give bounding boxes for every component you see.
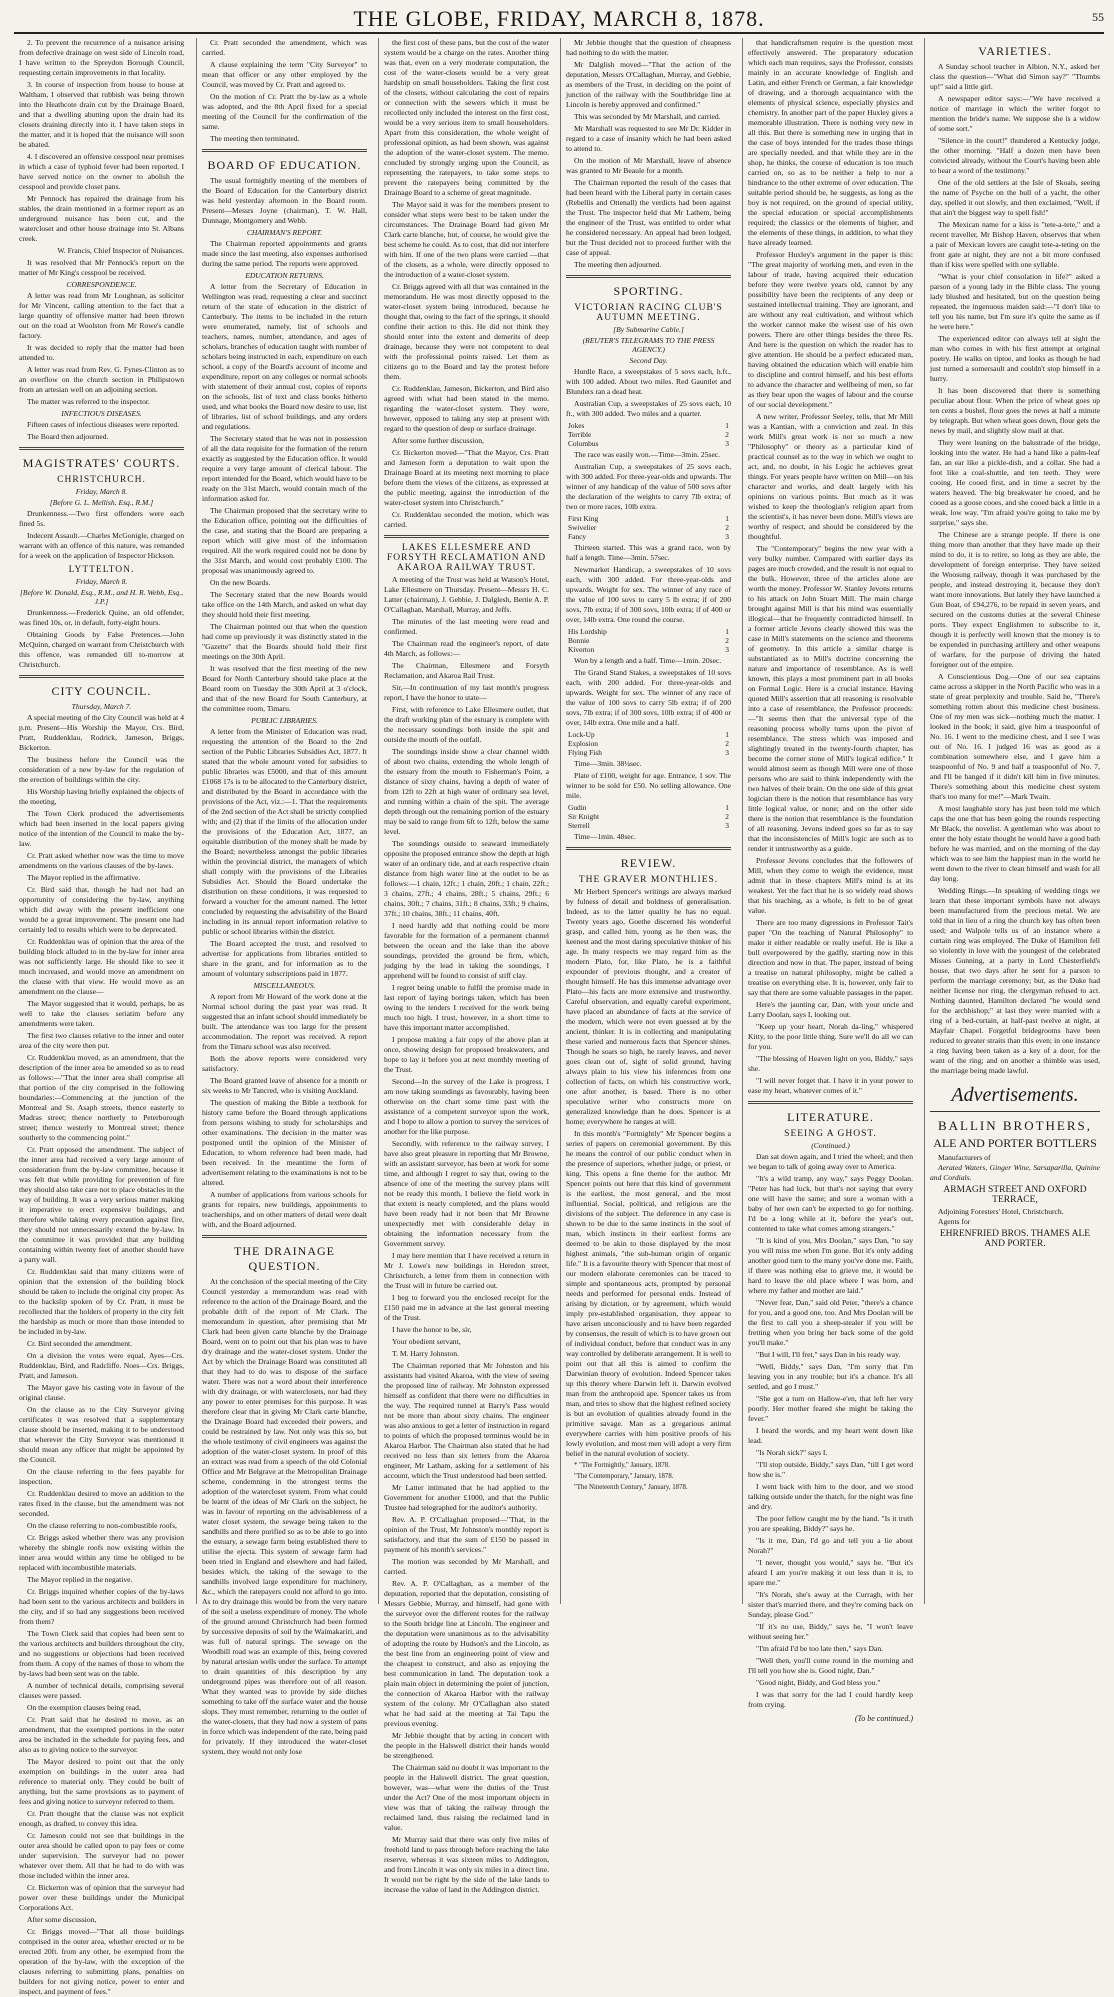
infectious-paragraph: Fifteen cases of infectious diseases were reported.: [27, 420, 180, 429]
paragraph: A letter was read from Rev. G. Fynes-Clinton as to an overflow on the church section in Philipstown from an artesian well on an adjoining section.: [19, 365, 184, 394]
paragraph: The Secretary stated that the new Boards would take office on the 14th March, and asked on what day they should hold their first meeting.: [202, 590, 367, 619]
review-subheading: THE GRAVER MONTHLIES.: [578, 875, 719, 885]
paragraph: T. M. Harry Johnston.: [392, 1349, 459, 1358]
sporting-heading: SPORTING.: [613, 284, 684, 298]
placing: 1: [725, 514, 729, 523]
paragraph: On the new Boards.: [210, 578, 271, 587]
paragraph: The poor fellow caught me by the hand. "Is it truth you are speaking, Biddy?" says he.: [748, 1514, 913, 1533]
column-3: [378, 38, 554, 1894]
advert-agents: Agents for: [938, 1217, 971, 1226]
section-divider: [748, 1101, 913, 1104]
paragraph: The minutes of the last meeting were read and confirmed.: [384, 617, 549, 636]
paragraph: Indecent Assault.—Charles McGonigle, charged on warrant with an offence of this nature, was remanded for a week on the application of Inspector Hickson.: [19, 531, 184, 560]
placing: 2: [725, 430, 729, 439]
advert-address: ARMAGH STREET AND OXFORD TERRACE,: [943, 1185, 1087, 1205]
paragraph: Cr. Jameson could not see that buildings in the outer area should be called upon to pay fees or come under supervision. The surveyor had no power whatever over them. All that he had to do with was those included within the inner area.: [19, 1831, 184, 1880]
paragraph: The Chairman reported appointments and grants made since the last meeting, also expenses authorised during the same period. The reports were approved.: [202, 239, 367, 268]
magistrates-heading: MAGISTRATES' COURTS.: [22, 456, 181, 470]
review-paragraphs: [566, 887, 731, 1459]
placing: 2: [725, 636, 729, 645]
paragraph: I have the honor to be, sir,: [392, 1325, 472, 1334]
review-heading: REVIEW.: [620, 856, 677, 870]
result-row: [566, 730, 731, 739]
placing: 1: [725, 730, 729, 739]
paragraph: First, with reference to Lake Ellesmere outlet, that the draft working plan of the estuary is complete with the necessary soundings both inside the spit and outside the mouth of the outfall.: [384, 705, 549, 744]
result-row: [566, 627, 731, 636]
paragraph: The Chairman reported the result of the cases that had been heard with the Liberal party in certain cases (Rebellis and Ottenall) the verdicts had been against the Trust. The inspector held that Mr Lathem, being the engineer of the Trust, was entitled to order what he considered necessary. An appeal had been lodged, but the Trust decided not to proceed further with the case of appeal.: [566, 178, 731, 257]
paragraph: that handicraftsmen require is the question most effectively answered. The preparatory education which each man requires, says the Professor, consists mainly in an accurate knowledge of English and Latin, and either French or German, a fair knowledge of drawing, and a thorough acquaintance with the elements of physical science, especially physics and chemistry. In another part of the paper Huxley gives a memorable illustration. There is nothing very new in all this. But there is something new in urging that in the case of boys intended for the trades those things are specially needed, and that while they are in the shop, he thinks, the course of education is too much carried on, so as to be neither a help to nor a hindrance to the other extreme of over education. The suitable period should be, he suggests, as long as the boy is not required, on the ground of special utility, the special education or special accomplishments required; the classics or the elements of higher, and the elements of these things, in addition, to what they have already learned.: [748, 38, 913, 247]
placing: 1: [725, 421, 729, 430]
paragraph: The "Contemporary" begins the new year with a very bulky number. Compared with earlier days its pages are much crowded, and the result is not equal to the bulk. However, three of the articles alone are worth the money. Professor W. Stanley Jevons returns to his attack on John Stuart Mill. The main charge brought against Mill is that his mind was essentially illogical—that he frequently contradicted himself. In a former article Jevons clearly showed this was the case in Mill's statements on the science and theorems of geometry. In this article a similar charge is substantiated as to Mill's doctrine concerning the nature and importance of resemblance. As is well known, this plays a most prominent part in all books on Formal Logic. Here is a crucial instance. Having quoted Mill's assertion that all reasoning is resolvable into a case of resemblance, the Professor proceeds:—"It seems then that the universal type of the reasoning process wholly turns upon the pivot of resemblance. The stress which was imposed and slightingly treated in the twenty-fourth chapter, has become the corner stone of Mill's logical edifice." It would almost seem as though Mill were one of those persons who are said to think independently with the two halves of their brain. On the one side of this great logician there is the notion that resemblance has very little logical value, or none; and on the other side there is the notion that resemblance is the foundation of all reasoning. Jevons indeed goes so far as to say that the inconsistencies of Mill's logic are such as to render it untrustworthy as a guide.: [748, 544, 913, 853]
paragraph: One of the old settlers at the Isle of Skoals, seeing the name of Psyche on the hull of a yacht, the other day, spelled it out slowly, and then exclaimed, "Well, if that ain't the biggest way to spell fish!": [930, 178, 1100, 217]
result-row: [566, 439, 731, 448]
paragraph: It was decided to reply that the matter had been attended to.: [19, 343, 184, 362]
advert-line-1: ALE AND PORTER BOTTLERS: [933, 1136, 1097, 1150]
paragraph: The Chairman reported that Mr Johnston and his assistants had visited Akaroa, with the view of seeing the proposed line of railway. Mr Johnston expressed himself as confident that there were no difficulties in the way. The required tunnel at Barry's Pass would not be more than about sixty chains. The engineer was also anxious to get a letter of instruction in regard to points of which the proposed terminus would be in Akaroa Harbor. The Chairman also stated that he had received no less than six letters from the Akaroa engineer, Mr Latham, asking for a settlement of his account, which the Trust understood had been settled.: [384, 1361, 549, 1480]
paragraph: Cr. Briggs inquired whether copies of the by-laws had been sent to the various architects and builders in the city, and if so had any suggestions been received from them?: [19, 1587, 184, 1626]
paragraph: Mr Marshall was requested to see Mr Dr. Kidder in regard to a case of insanity which he had been asked to attend to.: [566, 124, 731, 153]
paragraph: "But I will, I'll fret," says Dan in his ready way.: [756, 1350, 901, 1359]
paragraph: "The blessing of Heaven light on you, Biddy," says she.: [748, 1054, 913, 1073]
paragraph: "It's Norah, she's away at the Curragh, with her sister that's married there, and they're coming back on Sunday, please God.": [748, 1590, 913, 1619]
paragraph: Cr. Ruddenklau desired to move an addition to the rates fixed in the clause, but the amendment was not seconded.: [19, 1489, 184, 1518]
paragraph: The Secretary stated that he was not in possession of all the data requisite for the formation of the return exactly as suggested by the Education office. It would require a very large amount of clerical labour. The report intended for the Board, which would have to be ready on the 31st March, would contain much of the information asked for.: [202, 434, 367, 503]
paragraph: Cr. Pratt said that he desired to move, as an amendment, that the exempted portions in the outer area be included in the schedule for paying fees, and also as to giving notice to the surveyor.: [19, 1715, 184, 1754]
section-divider: [566, 847, 731, 850]
horse-name: Terrible: [568, 430, 592, 439]
paragraph: Cr. Briggs agreed with all that was contained in the memorandum. He was most directly opposed to the water-closet system being introduced, because he thought that, owing to the fact of the springs, it should confine their action to this. He did not think they should enter into the extent and demerits of deep drainage, because they were not competent to deal with the professional points raised. Let them as citizens go to the Board and lay the protest before them.: [384, 282, 549, 381]
correspondence-paragraphs: [19, 291, 184, 407]
misc-paragraphs: [202, 992, 367, 1230]
results-table: [566, 421, 731, 448]
horse-name: Gudin: [568, 803, 587, 812]
paragraph: This was seconded by Mr Marshall, and carried.: [574, 112, 721, 121]
paragraph: the first cost of these pans, but the cost of the water system would be a charge on the rates. Another thing was that, even on a very moderate computation, the cost of the water-closets would be a very great hardship on small householders. Taking the first cost of the closets, without calculating the cost of repairs or connection with the sewers which it must be recollected only included the interest on the first cost, would be a very serious item to small householders. Apart from this consideration, the whole weight of professional opinion, as had been shown, was against the adoption of the water-closet system. The memo. concluded by strongly urging upon the Council, as representing the ratepayers, to take some steps to prevent the ratepayers being committed by the Drainage Board to a scheme of great magnitude.: [384, 38, 549, 197]
paragraph: After some discussion,: [27, 1915, 97, 1924]
placing: 1: [725, 627, 729, 636]
literature-heading: LITERATURE.: [787, 1110, 874, 1124]
paragraph: "Is Norah sick?" says I.: [756, 1448, 828, 1457]
paragraph: A number of technical details, comprising several clauses were passed.: [19, 1681, 184, 1700]
paragraph: The meeting then terminated.: [210, 134, 300, 143]
columns: [14, 38, 1104, 1996]
section-divider: [19, 675, 184, 678]
paragraph: Cr. Pratt opposed the amendment. The subject of the inner area had received a very large amount of consideration from the by-law committee, because it was felt that while providing for prevention of fire they should also take care not to place obstacles in the way of building. It was a very serious matter making it imperative to erect expensive buildings, and therefore while taking every precaution against fire, they should not unnecessarily extend the by-law. In the committee it was provided that any building containing within twenty feet of another should have a party wall.: [19, 1145, 184, 1264]
paragraph: The Mayor replied in the affirmative.: [27, 873, 141, 882]
paragraph: His Worship having briefly explained the objects of the meeting,: [19, 787, 184, 806]
paragraph: "Well, Biddy," says Dan, "I'm sorry that I'm leaving you in any trouble; but it's a chance. It's all settled, and go I must.": [748, 1362, 913, 1391]
paragraph: "If it's no use, Biddy," says he, "I won't leave without seeing her.": [748, 1622, 913, 1641]
intro-paragraphs: [19, 38, 184, 244]
horse-name: Bonnie: [568, 636, 590, 645]
section-divider: [384, 535, 549, 538]
paragraph: A report from Mr Howard of the work done at the Normal school during the past year was read. It suggested that an infant school should immediately be built. The attendance was too large for the present accommodation. The report was received. A report from the Timaru school was also received.: [202, 992, 367, 1051]
review-footnotes: [566, 1462, 731, 1492]
resolved-paragraph: It was resolved that Mr Pennock's report on the matter of Mr King's cesspool be received.: [19, 258, 184, 277]
lyttelton-heading: LYTTELTON.: [68, 565, 135, 575]
result-row: [566, 821, 731, 830]
paragraph: Cr. Ruddenklau said that many citizens were of opinion that the extension of the building block should be taken to include the original city proper. As to the backslip spoken of by Cr. Pratt, it must be recollected that the holders of property in the city felt the hardship as much or more than those intended to be included in by-law.: [19, 1267, 184, 1336]
placing: 2: [725, 812, 729, 821]
inspector-signature: W. Francis, Chief Inspector of Nuisances.: [57, 246, 184, 255]
drainage-continued-paragraphs: [384, 38, 549, 530]
horse-name: Jokes: [568, 421, 585, 430]
vrc-subheading: [By Submarine Cable.]: [613, 325, 684, 334]
newspaper-page: [14, 6, 1104, 1996]
paragraph: "I never, thought you would," says he. "But it's afeard I am you're making it out less than it is, to spare me.": [748, 1558, 913, 1587]
christchurch-heading: CHRISTCHURCH.: [57, 475, 146, 485]
paragraph: The matter was referred to the inspector.: [27, 397, 150, 406]
result-row: [566, 636, 731, 645]
varieties-heading: VARIETIES.: [978, 44, 1052, 58]
results-note: Won by a length and a half. Time—1min. 20sec.: [574, 656, 722, 665]
paragraph: On the clause as to the City Surveyor giving certificates it was resolved that a supplementary clause should be inserted, making it to be understood that wherever the City Surveyor was mentioned it should mean any officer that might be appointed by the Council.: [19, 1405, 184, 1464]
paragraph: The Town Clerk said that copies had been sent to the various architects and builders throughout the city, and no suggestions or objections had been received from them. A copy of the names of those to whom the by-laws had been sent was on the table.: [19, 1629, 184, 1678]
paragraph: Secondly, with reference to the railway survey, I have also great pleasure in reporting that Mr Browne, with an assistant surveyor, has been at work for some time, and although I regret to say that, owing to the absence of one of the meeting the survey plans will not be ready this month, I believe the field work in that extent is nearly completed, and the plans would have been ready had it not been that Mr Browne unexpectedly met with considerable delay in obtaining the information necessary from the Government survey.: [384, 1139, 549, 1248]
paragraph: Here's the jaunting car, Dan, with your uncle and Larry Doolan, says I, looking out.: [748, 1000, 913, 1019]
paragraph: The question of making the Bible a textbook for history came before the Board through applications from persons wishing to study for scholarships and other examinations. The decision in the matter was postponed until the opinion of the Minister of Education, to whom reference had been made, had been received. In the meantime the form of advertisement relating to the examinations is not to be altered.: [202, 1098, 367, 1187]
paragraph: Sir,—In continuation of my last month's progress report, I have the honor to state—: [384, 683, 549, 702]
paragraph: The motion was seconded by Mr Marshall, and carried.: [384, 1557, 549, 1576]
results-note: Thirteen started. This was a grand race, won by half a length. Time—3min. 57sec.: [566, 543, 731, 562]
paragraph: Cr. Bird said that, though he had not had an opportunity of considering the by-law, anything which did away with the present inefficient one would be a great improvement. The present one had certainly led to results which were to be deprecated.: [19, 885, 184, 934]
paragraph: "Is it me, Dan, I'd go and tell you a lie about Norah?": [748, 1536, 913, 1555]
paragraph: Rev. A. P. O'Callaghan, as a member of the deputation, reported that the deputation, consisting of Messrs Gebbie, Murray, and himself, had gone with the surveyor over the different routes for the railway to the South bridge line at Lincoln. The engineer and the deputation were unanimous as to the advisability of adopting the route by Hudson's and the Lincoln, as the best line from an engineering point of view and the cheapest to construct, and also as enjoying the best communication in land. The deputation took a plain main object in determining the point of junction, the connection of Akaroa Harbor with the railway system of the colony. Mr O'Callaghan also stated what he had said at the meeting at Tai Tapu the previous evening.: [384, 1579, 549, 1728]
paragraph: 3. In course of inspection from house to house at Waltham, I observed that rubbish was being thrown into the Heathcote drain cut by the Drainage Board, and that a dwelling abutting upon the drain had its closets draining directly into it. I have taken steps in the matter, and it is hoped that the nuisance will soon be abated.: [19, 80, 184, 149]
paragraph: "The Nineteenth Century," January, 1878.: [574, 1484, 688, 1491]
horse-name: Swivelier: [568, 523, 597, 532]
christchurch-bench: [Before G. L. Mellish, Esq., R.M.]: [49, 498, 154, 507]
paragraph: Mr Latter intimated that he had applied to the Government for another £1000, and that the Public Trustee had telegraphed for the auditor's authority.: [384, 1483, 549, 1512]
paragraph: The Chairman pointed out that when the question had come up previously it was distinctly stated in the "Gazette" that the Boards should hold their first meetings on the 30th April.: [202, 622, 367, 661]
infectious-heading: INFECTIOUS DISEASES.: [61, 409, 142, 418]
paragraph: Cr. Briggs asked whether there was any provision whereby the shingle roofs now existing within the inner area would within any time be obliged to be replaced with incombustible materials.: [19, 1533, 184, 1572]
chairman-paragraphs: [202, 239, 367, 269]
paragraph: "She got a turn on Hallow-e'en, that left her very poorly. Her mother feared she might be taking the fever.": [748, 1394, 913, 1423]
christchurch-paragraphs: [19, 509, 184, 561]
horse-name: Columbus: [568, 439, 599, 448]
newmarket-paragraph: Newmarket Handicap, a sweepstakes of 10 sovs each, with 300 added. For three-year-olds and upwards. Weight for sex. The winner of any race of the value of 100 sovs to carry 5 lb extra; if of 200 sovs, 7lb extra; if of 300 sovs, 10lb extra; if of 400 or over, 14lb extra. One round the course.: [566, 565, 731, 624]
vrc-heading: VICTORIAN RACING CLUB'S AUTUMN MEETING.: [574, 303, 723, 323]
paragraph: There are too many digressions in Professor Tait's paper "On the teaching of Natural Philosophy" to make it either readable or really useful. He is like a bull overpowered by the gadfly, starting now in this direction and now in that. The paper, instead of being a treatise on natural philosophy, might be called a treatise on everything else. It is, however, only fair to say that there are some valuable passages in the paper.: [748, 918, 913, 997]
paragraph: Drunkenness.—Frederick Quine, an old offender, was fined 10s, or, in default, forty-eight hours.: [19, 608, 184, 627]
paragraph: Cr. Bird seconded the amendment.: [27, 1339, 133, 1348]
paragraph: A Conscientious Dog.—One of our sea captains came across a skipper in the North Pacific who was in a state of great perplexity and trouble. Said he, "There's something rotten about this medicine chest business. One of my men was sick—nothing much the matter. I looked in the book; it said, give him a teaspoonful of No. 16. I went to the medicine chest, and I see I was out of No. 16. I judged 16 was as good as a combination somewhere else, and I gave him a teaspoonful of No. 9 and half a teaspoonful of No. 7, and I'll be hanged if it didn't kill him in five minutes. There's something about this medicine chest system that's too many for me!"—Mark Twain.: [930, 672, 1100, 801]
adjourned-paragraph: The Board then adjourned.: [27, 432, 109, 441]
paragraph: In this month's "Fortnightly" Mr Spencer begins a series of papers on ceremonial government. By this he means the control of our public conduct when in the presence of superiors, whether judge, or priest, or king. This opens a fine theme for the author. Mr Spencer points out here that this kind of government is the earliest, the most general, and the most influential. Social, political, and religious are the divisions of the subject. The deference in any case is shown to be due to the same instincts in the soul of man, which instincts in their earliest forms are deemed to be akin to those displayed by the most highest animals, "the sub-human origin of organic life." It is a favourite theory with Spencer that most of our modern elaborate ceremonies can be traced to simple and spontaneous acts, prompted by personal needs and performed for personal ends. Instead of arising by dictation, or by agreement, which would imply pre-established organisation, they appear to have arisen unconsciously and to have been regarded by consensus, the result of which is to have grown out of individual conduct, before that conduct was in any way controlled by deliberate arrangement. It is well to point out that all this is aimed to confirm the Darwinian theory of evolution. Indeed Spencer takes up this theory where Darwin left it. Darwin evolved man from the anthropoid ape. Spencer takes us from man, and tries to show that the highest refined society is but an evolution of qualities already found in the primitive savage. Man as a gregarious animal everywhere carries with him positive proofs of his lowly evolution, and most men will adopt a very firm belief in the natural evolution of society.: [566, 1129, 731, 1458]
paragraph: "Well then, you'll come round in the morning and I'll tell you how she is. Good night, Dan.": [748, 1656, 913, 1675]
column-5: [742, 38, 918, 1723]
paragraph: Cr. Bickerton was of opinion that the surveyor had power over these buildings under the Municipal Corporations Act.: [19, 1883, 184, 1912]
paragraph: The usual fortnightly meeting of the members of the Board of Education for the Canterbury district was held yesterday afternoon in the Board room. Present—Messrs Joyne (chairman), T. W. Hall, Dunnage, Montgomery and Webb.: [202, 176, 367, 225]
paragraph: The Board accepted the trust, and resolved to advertise for applications from libraries entitled to share in the grant, and for information as to the amount of voluntary subscriptions paid in 1877.: [202, 939, 367, 978]
lyttelton-date: Friday, March 8.: [75, 577, 128, 586]
paragraph: Cr. Ruddenklau was of opinion that the area of the building block alluded to in the by-law for inner area was not sufficiently large. He should like to see it much increased, and would move an amendment on the clause with that view. He would move as an amendment on the clause—: [19, 937, 184, 996]
horse-name: Sterrell: [568, 821, 590, 830]
paragraph: The Mayor suggested that it would, perhaps, be as well to take the clauses seriatim before any amendments were taken.: [19, 999, 184, 1028]
section-divider: [202, 149, 367, 152]
result-row: [566, 739, 731, 748]
paragraph: A newspaper editor says:—"We have received a notice of marriage in which the writer forgot to mention the bride's name. We suppose she is a widow of some sort.": [930, 94, 1100, 133]
australian-cup-paragraph: Australian Cup, a sweepstakes of 25 sovs each, with 300 added. For three-year-olds and upwards. The winner of any handicap of the value of 500 sovs after the declaration of the weights to carry 7lb extra; of two or more races, 10lb extra.: [566, 462, 731, 511]
second-day-heading: Second Day.: [629, 356, 668, 365]
paragraph: Drunkenness.—Two first offenders were each fined 5s.: [19, 509, 184, 528]
paragraph: It was resolved that the first meeting of the new Board for North Canterbury should take place at the Board room on Tuesday the 30th April at 3 o'clock, and that of the new Board for South Canterbury, at the committee room, Timaru.: [202, 664, 367, 713]
result-row: [566, 748, 731, 757]
result-row: [566, 803, 731, 812]
horse-name: Fancy: [568, 532, 587, 541]
placing: 2: [725, 523, 729, 532]
paragraph: After some further discussion,: [392, 436, 484, 445]
paragraph: "I'm afraid I'd be too late then," says Dan.: [756, 1644, 884, 1653]
result-row: [566, 421, 731, 430]
paragraph: The Town Clerk produced the advertisements which had been inserted in the local papers giving notice of the intention of the Council to make the by-law.: [19, 809, 184, 848]
paragraph: Mr Pennock has repaired the drainage from his stables, the drain mentioned in a former report as an underground nuisance has been cut, and the watercloset and other house drainage into St. Albans creek.: [19, 194, 184, 243]
paragraph: Second—In the survey of the Lake is progress, I am now taking soundings as favourably, having been otherwise on the chart some time past with the assistance of a competent surveyor upon the work, and I hope to allow a portion to survey the services of another for the like purpose.: [384, 1077, 549, 1136]
council-paragraphs: [19, 713, 184, 1997]
chairman-report-heading: CHAIRMAN'S REPORT.: [246, 228, 323, 237]
paragraph: On the motion of Cr. Pratt the by-law as a whole was adopted, and the 8th April fixed for a special meeting of the Council for the confirmation of the same.: [202, 92, 367, 131]
column-1: [14, 38, 189, 1996]
placing: 1: [725, 803, 729, 812]
paragraph: * "The Fortnightly," January, 1878.: [574, 1462, 670, 1469]
advert-address-2: Adjoining Foresters' Hotel, Christchurch.: [938, 1207, 1064, 1216]
paragraph: The Mayor gave his casting vote in favour of the original clause.: [19, 1383, 184, 1402]
paragraph: Cr. Pratt asked whether now was the time to move amendments on the various clauses of the by-laws.: [19, 851, 184, 870]
advert-line-2: Manufacturers of: [938, 1153, 991, 1162]
horse-name: Flying Fish: [568, 748, 602, 757]
placing: 3: [725, 439, 729, 448]
section-divider: [202, 1235, 367, 1238]
board-of-education-heading: BOARD OF EDUCATION.: [207, 158, 362, 172]
results-table: [566, 627, 731, 654]
result-row: [566, 532, 731, 541]
lakes-paragraphs: [384, 575, 549, 1895]
paragraph: A number of applications from various schools for grants for repairs, new buildings, appointments to teacherships, and on other matters of detail were dealt with, and the Board adjourned.: [202, 1190, 367, 1229]
review-continued-paragraphs: [748, 38, 913, 1096]
horse-name: Lock-Up: [568, 730, 595, 739]
column-6: [924, 38, 1105, 1604]
placing: 3: [725, 645, 729, 654]
paragraph: On the motion of Mr Marshall, leave of absence was granted to Mr Beaule for a month.: [566, 156, 731, 175]
council-continued-paragraphs: [202, 38, 367, 144]
paragraph: A most laughable story has just been told me which caps the one that has been going the rounds respecting Mr Black, the novelist. A gentleman who was about to enter the holy estate thought he would have a good bath before he was married, and on the morning of the day which was to see him the happiest man in the world he went down to the river to clean himself and wash for all day long.: [930, 804, 1100, 883]
paragraph: 2. To prevent the recurrence of a nuisance arising from defective drainage on west side of Lincoln road, I have written to the Spreydon Borough Council, requesting certain improvements in that locality.: [19, 38, 184, 77]
paragraph: "I'll stop outside, Biddy," says Dan, "till I get word how she is.": [748, 1460, 913, 1479]
paragraph: Cr. Ruddenklau moved, as an amendment, that the description of the inner area be amended so as to read as follows:—"That the inner area shall comprise all that portion of the city comprised in the following boundaries:—Commencing at the junction of the Montreal and St. Asaph streets, thence easterly to Madras street; thence northerly to Peterborough street; thence westerly to Montreal street; thence southerly to the commencing point.": [19, 1053, 184, 1142]
paragraph: Cr. Ruddenklau seconded the motion, which was carried.: [384, 510, 549, 529]
miscellaneous-heading: MISCELLANEOUS.: [253, 981, 316, 990]
paragraph: Cr. Briggs moved—"That all those buildings comprised in the outer area, whether erected or to be erected 20ft. from any other, be exempted from the operation of the by-law, with the exception of the clauses referring to submitting plans, penalties on builders for not giving notice, power to enter and inspect, and payment of fees.": [19, 1927, 184, 1996]
column-2: [196, 38, 372, 1756]
story-continued-note: (Continued.): [811, 1141, 850, 1150]
paragraph: A new writer, Professor Seeley, tells, that Mr Mill was a Kantian, with a conviction and zeal. In this work Mill's great work is not so much a new "Philosophy" or theory as a particular kind of practical counsel as to the way in which we ought to act, and, no doubt, in his Logic he achieves great things. For years people have written on Mill—on his character and works, and dealt largely with his opinions on various points. But much as it was wished to keep the theologian's religion apart from the scientist's, it has never been done. Mill's views are worthy of respect, and should be considered by the thoughtful.: [748, 412, 913, 541]
paragraph: I may here mention that I have received a return in Mr J. Lowe's new buildings in Heredon street, Christchurch, a letter from them in connection with the Trust will in future be carried out.: [384, 1251, 549, 1290]
results-note: Time—3min. 38¼sec.: [574, 759, 642, 768]
paragraph: Rev. A. P. O'Callaghan proposed—"That, in the opinion of the Trust, Mr Johnston's monthly report is satisfactory, and that the sum of £150 be passed in payment of his month's services.": [384, 1515, 549, 1554]
paragraph: At the conclusion of the special meeting of the City Council yesterday a memorandum was read with reference to the action of the Drainage Board, and the probable drift of the report of Mr Clark. The memorandum in question, after premising that Mr Clark had been given carte blanche by the Drainage Board, went on to point out that his plan was to have dry drainage and the water-closet system. Under the Act by which the Drainage Board was constituted all that they had to do was to dispose of the surface water. There was not a word about their interference with dry drainage, or with waterclosets, nor had they any power to enter premises for this purpose. It was therefore clear that in giving Mr Clark carte blanche, the Drainage Board had exceeded their powers, and could be restrained by law. Not only was this so, but the whole testimony of civil engineers was against the adoption of the water-closet system. In proof of this an extract was read from a speech of the old Colonial Office and Mr Belgrave at the Metropolitan Drainage scheme, condemning in the strongest terms the adoption of the watercloset system. From what could be learnt of the ideas of Mr Clark on the subject, he was in favour of reporting on the advisableness of a water closet system, the sewage being taken to the sandhills and there purified so as to be able to go into the estuary, a sewage farm being established there to utilise the ejecta. This system of sewage farm had been tried in England and elsewhere and had failed, besides which, the taking of the sewage to the sandhills involved large expenditure for machinery, &c., which the ratepayers could not afford to go into. As to dry drainage this would be from the very nature of the soil a useless expenditure of money. The whole of the ground around Christchurch had been formed by successive deposits of soil by the Waimakariri, and was full of natural springs. The sewage on the Woodhill road was an example of this, being covered by natural artesian wells under the surface. To attempt to drain quantities of this description by any underground pipes was therefore out of all reason. What they wanted was to provide by side ditches something to take off the surface water and the house slops. They must remember, returning to the outlet of the water-closets, that they had now a system of pans in force which was independent of the rate, being paid for privately. If they introduced the water-closet system, they would not only lose: [202, 1277, 367, 1756]
story-title: SEEING A GHOST.: [784, 1129, 877, 1139]
lyttelton-bench: [Before W. Donald, Esq., R.M., and H. R. Webb, Esq., J.P.]: [19, 588, 184, 606]
results-note: Time—1min. 48sec.: [574, 832, 636, 841]
advert-firm-name: BALLIN BROTHERS,: [937, 1118, 1093, 1133]
paragraph: On the clause referring to the fees payable for inspection,: [19, 1467, 184, 1486]
paragraph: They were leaning on the balustrade of the bridge, looking into the water. He had a hand like a palm-leaf fan, an ear like a pickle-dish, and a collar. She had a foot like a coal-shuttle, and ten teeth. They were cooing. He cooed first, and in time a secret by the waters heaved. The big breakwater he cooed, and he cooed as a goose cooes, and she cooed back a little in a weak, low way. "I'm afraid you're going to take me by surprise," says she.: [930, 438, 1100, 527]
paragraph: On the exemption clauses being read,: [27, 1703, 141, 1712]
advert-products: Aerated Waters, Ginger Wine, Sarsaparilla, Quinine and Cordials.: [930, 1163, 1100, 1182]
paragraph: Mr Murray said that there was only five miles of freehold land to pass through before reaching the lake reserve, whereas it was sixteen miles to Addington, and from Lincoln it was only six miles in a direct line. It would not be right by the side of the lake lands to increase the value of land in the Addington district.: [384, 1835, 549, 1894]
horse-name: Explosion: [568, 739, 598, 748]
advert-agents-for: EHRENFRIED BROS. THAMES ALE AND PORTER.: [939, 1229, 1091, 1249]
lakes-continued-paragraphs: [566, 38, 731, 270]
paragraph: 4. I discovered an offensive cesspool near premises in which a case of typhoid fever had been reported. I have served notice on the owner to abolish the cesspool and provide closet pans.: [19, 152, 184, 191]
public-libraries-heading: PUBLIC LIBRARIES.: [251, 716, 318, 725]
paragraph: The first two clauses relative to the inner and outer area of the city were then put.: [19, 1031, 184, 1050]
horse-name: First King: [568, 514, 599, 523]
paragraph: A letter from the Secretary of Education in Wellington was read, requesting a clear and succinct return of the state of education in the district of Canterbury. The items to be included in the return were enumerated, namely, list of schools and teachers, names, number, attendance, and ages of scholars, branches of education taught with number of scholars being instructed in each, expenditure on each school, a copy of the Board's account of income and expenditure, report on any colleges or normal schools with statement of their annual cost, copies of reports on the schools, list of text and class books hitherto used, and what books the Board now desire to use, list of libraries, list of school buildings, and any orders and regulations.: [202, 282, 367, 431]
paragraph: I beg to forward you the enclosed receipt for the £150 paid me in advance at the last general meeting of the Trust.: [384, 1293, 549, 1322]
libraries-paragraphs: [202, 727, 367, 979]
paragraph: "Never fear, Dan," said old Peter, "there's a chance for you, and a good one, too. And Mrs Doolan will be the first to call you a sheep-stealer if you will be fretting when you bring her back some of the gold you'll make.": [748, 1298, 913, 1347]
result-row: [566, 430, 731, 439]
paragraph: It has been discovered that there is something peculiar about flour. When the price of wheat goes up ten cents a bushel, flour goes the news at half a minute by telegraph. But when wheat goes down, flour gets the news by mail, and slightly slow mail at that.: [930, 386, 1100, 435]
paragraph: Cr. Pratt thought that the clause was not explicit enough, as drafted, to convey this idea.: [19, 1809, 184, 1828]
paragraph: I went back with him to the door, and we stood talking outside under the thatch, for the night was fine and dry.: [748, 1482, 913, 1511]
paragraph: Wedding Rings.—In speaking of wedding rings we learn that these important symbols have not always been manufactured from the precious metal. We are told that in lieu of a ring the church key has often been used; and Walpole tells us of an instance where a curtain ring was employed. The Duke of Hamilton fell so violently in love with the youngest of the celebrated Misses Gunning, at a party in Lord Chesterfield's house, that two days after he sent for a parson to perform the marriage ceremony; but, as the Duke had neither license nor ring, the clergyman refused to act. Nothing daunted, Hamilton declared "he would send for the archbishop;" at last they were married with a ring of a bed-curtain, at half-past twelve at night, at Mayfair Chapel. Forgetful bridegrooms have been reduced to greater straits than this even; in one instance a ring having been taken as a key of a door, for the want of the ring; and on another a thimble was used, the marriage being made lawful.: [930, 886, 1100, 1075]
paragraph: The Mayor replied in the negative.: [27, 1575, 133, 1584]
paragraph: Your obedient servant,: [392, 1337, 461, 1346]
placing: 3: [725, 748, 729, 757]
paragraph: "It's a wild tramp, any way," says Peggy Doolan. "Peter has had luck, but that's not saying that every one will have the same; and sure a woman with a baby of her own can't be expected to go for nothing. I'd be a long while at it, before the year's out, contented to take what comes among strangers.": [748, 1174, 913, 1233]
paragraph: The Chairman said no doubt it was important to the people in the Halswell district. The great question, however, was—what were the duties of the Trust under the Act? One of the most important objects in view was that of taking the railway through the reclaimed land, thus raising the reclaimed land in value.: [384, 1763, 549, 1832]
paragraph: I regret being unable to fulfil the promise made in last report of laying borings taken, which has been owing to the tenders I received for the work being much too high. I trust, however, in a short time to have this important matter accomplished.: [384, 983, 549, 1032]
to-be-continued: (To be continued.): [854, 1714, 913, 1723]
lyttelton-paragraphs: [19, 608, 184, 670]
paragraph: The soundings outside to seaward immediately opposite the proposed entrance show the depth at high water of an ordinary tide, and at each respective chain distance from high water line at the outlet to be as follows:—1 chain, 12ft.; 1 chain, 20ft.; 1 chain, 22ft.; 3 chains, 27ft.; 4 chains, 28ft.; 5 chains, 29ft.; 6 chains, 30ft.; 7 chains, 31ft.; 8 chains, 33ft.; 9 chains, 37ft.; 10 chains, 38ft.; 11 chains, 40ft.: [384, 839, 549, 918]
paragraph: "Silence in the court!" thundered a Kentucky judge, the other morning. "Half a dozen men have been convicted already, without the Court's having been able to hear a word of the testimony.": [930, 136, 1100, 175]
story-paragraphs: [748, 1152, 913, 1710]
result-row: [566, 514, 731, 523]
varieties-paragraphs: [930, 62, 1100, 1076]
education-returns-heading: EDUCATION RETURNS.: [245, 271, 324, 280]
paragraph: Both the above reports were considered very satisfactory.: [202, 1054, 367, 1073]
vrc-agency: (REUTER'S TELEGRAMS TO THE PRESS AGENCY.): [582, 336, 715, 354]
council-date: Thursday, March 7.: [71, 702, 132, 711]
paragraph: The soundings inside show a clear channel width of about two chains, extending the whole length of the estuary from the mouth to Fisherman's Point, a distance of sixty chains, having a depth of water of from 12ft to 22ft at high water of ordinary sea level, and running within a chain of the spit. The average depth through out the remaining portion of the estuary may be said to range from 6ft to 12ft, below the same level.: [384, 747, 549, 836]
horse-name: His Lordship: [568, 627, 607, 636]
paragraph: The meeting then adjourned.: [574, 260, 662, 269]
paragraph: I propose making a fair copy of the above plan at once, showing design for proposed breakwaters, and hope to lay it before you at next monthly meeting of the Trust.: [384, 1035, 549, 1074]
results-table: [566, 514, 731, 541]
education-paragraphs: [202, 176, 367, 226]
paragraph: Mr Herbert Spencer's writings are always marked by fulness of detail and boldness of generalisation. Indeed, as to the latter quality he has no equal. Twenty years ago, Goethe discerned his wonderful grasp, and called him, young as he then was, the keenest and the most daring speculative thinker of his age. In many respects we may regard him as the modern Plato, for, like Plato, he is a faithful expounder of previous thought, and a creator of thought himself. He has this immense advantage over Plato—his facts are more extensive and trustworthy. Careful observation, and equally careful experiment, have placed an abundance of facts at the service of the modern, which were not even guessed at by the ancient, thinker. It is in collecting and manipulating these varied and numerous facts that Spencer shines. Though he soars so high, he rarely leaves, and never goes clean out of, sight of solid ground, having always plain to his view his inferences from one collection of facts, on which his constructive work, one after another, is based. There is no other speculative writer who constructs more on generalized knowledge than he does. Spencer is at home; everywhere he ranges at will.: [566, 887, 731, 1126]
paragraph: Professor Huxley's argument in the paper is this: "The great majority of working men, and even in the labour of trade, having acquired their education before they were twelve years old, cannot by any possibility have been the recipients of any deep or sustained intellectual training. They are ignorant, and are without any real cultivation, and without which the worker cannot make the wisest use of his own powers. There are other things besides the three Rs. And here is the question on which the reader has to give attention. He should be a perfect educated man, having obtained the education which will enable him to discipline and control himself, and his best efforts to advance the character and wellbeing of men, so far as they bear upon the wages of labour and the course of our social development.": [748, 250, 913, 409]
lakes-trust-heading: LAKES ELLESMERE AND FORSYTH RECLAMATION AND AKAROA RAILWAY TRUST.: [386, 543, 547, 573]
paragraph: A clause explaining the term "City Surveyor" to mean that officer or any other employed by the Council, was moved by Cr. Pratt and agreed to.: [202, 60, 367, 89]
horse-name: Kiverton: [568, 645, 595, 654]
paragraph: "Keep up your heart, Norah da-ling," whispered Kitty, to the poor little thing. Sure we'll do all we can for you.: [748, 1022, 913, 1051]
drainage-paragraphs: [202, 1277, 367, 1757]
paragraph: A special meeting of the City Council was held at 4 p.m. Present—His Worship the Mayor, Crs. Bird, Pratt, Ruddenklau, Rodrick, Jameson, Briggs, Bickerton.: [19, 713, 184, 752]
paragraph: "Good night, Biddy, and God bless you.": [756, 1678, 881, 1687]
paragraph: The Board granted leave of absence for a month or six weeks to Mr Tancred, who is visiting Auckland.: [202, 1076, 367, 1095]
correspondence-heading: CORRESPONDENCE.: [66, 280, 137, 289]
paragraph: I heard the words, and my heart went down like lead.: [748, 1426, 913, 1445]
paragraph: "The Contemporary," January, 1878.: [574, 1473, 674, 1480]
paragraph: The experienced editor can always tell at sight the man who comes in with his first attempt at original poetry. He walks on tiptoe, and looks as though he had just turned a somersault and couldn't stop himself in a hurry.: [930, 334, 1100, 383]
plate-paragraph: Plate of £100, weight for age. Entrance, 1 sov. The winner to be sold for £50. No selling allowance. One mile.: [566, 771, 731, 800]
paragraph: The Mexican name for a kiss is "tete-a-tete," and a recent traveller, Mr Bishop Haven, observes that when a pair of Mexican lovers are caught tete-a-teting on the front gate at night, they are not a bit more confused than if kiss were spelled with one syllable.: [930, 220, 1100, 269]
paragraph: "What is your chief consolation in life?" asked a parson of a young lady in the Bible class. The young lady blushed and hesitated, but on the question being repeated, the ingenuous maiden said:—"I don't like to tell you his name, but I'm sure it's quite the same as if he were here.": [930, 272, 1100, 331]
results-table: [566, 730, 731, 757]
paragraph: Mr Jebbie thought that by acting in concert with the people in the Halswell district their hands would be strengthened.: [384, 1731, 549, 1760]
result-row: [566, 645, 731, 654]
paragraph: The Chinese are a strange people. If there is one thing more than another that they have made up their mind to do, it is to retire, so long as they are able, the development of foreign enterprise. They have seized the Woosung railway, though it was purchased by the people, and instead destroying it, because they don't want more innovations. But lately they have launched a Gun Boat, of £94,276, to be repaid in seven years, and secured on the customs duties at the several Chinese ports. They expect Englishmen to subscribe to it, though it is perfectly well known that the money is to be expended in purchasing artillery and other weapons of warfare, for the purpose of driving the hated foreigner out of the empire.: [930, 530, 1100, 669]
christchurch-date: Friday, March 8.: [75, 487, 128, 496]
paragraph: The Mayor said it was for the members present to consider what steps were best to be taken under the circumstances. The Drainage Board had given Mr Clark carte blanche, but, of course, he would give the best scheme he could. As to cost, that did not interfere with him. If one of the two plans were carried —that of the closets, as a whole, were directly opposed to the introduction of a water-closet system.: [384, 200, 549, 279]
paragraph: A letter was read from Mr Loughnan, as solicitor for Mr Vincent, calling attention to the fact that a large quantity of offensive matter had been thrown out on the road at Woolston from Mr Rowe's candle factory.: [19, 291, 184, 340]
paragraph: A Sunday school teacher in Albion, N.Y., asked her class the question—"What did Simon say?" "Thumbs up!" said a little girl.: [930, 62, 1100, 91]
paragraph: Cr. Bickerton moved—"That the Mayor, Crs. Pratt and Jameson form a deputation to wait upon the Drainage Board at its meeting next morning to place before them the views of the citizens, as expressed at the public meeting, against the introduction of the water-closet system into Christchurch.": [384, 448, 549, 507]
paragraph: Professor Jevons concludes that the followers of Mill, when they come to weigh the evidence, must admit that in these chapters Mill's mind is at its weakest. Yet the fact that he is so widely read shows that his teaching, as a whole, is felt to be of great value.: [748, 856, 913, 915]
paragraph: On the clause referring to non-combustible roofs,: [27, 1521, 177, 1530]
returns-paragraphs: [202, 282, 367, 714]
drainage-question-heading: THE DRAINAGE QUESTION.: [234, 1244, 335, 1273]
results-note: The race was easily won.—Time—3min. 25sec.: [574, 450, 721, 459]
paragraph: Dan sat down again, and I tried the wheel; and then we began to talk of going away over to America.: [748, 1152, 913, 1171]
paragraph: On a division the votes were equal, Ayes—Crs. Ruddenklau, Bird, and Radcliffe. Noes—Crs. Briggs, Pratt, and Jameson.: [19, 1351, 184, 1380]
page-number: 55: [1092, 10, 1104, 24]
newspaper-title: THE GLOBE, FRIDAY, MARCH 8, 1878.: [353, 6, 765, 31]
paragraph: I need hardly add that nothing could be more favorable for the formation of a permanent channel between the ocean and the lake than the above soundings, provided the ground be firm, which, judging by the lead in taking the soundings, I apprehend will be found to consist of stiff clay.: [384, 921, 549, 980]
hurdle-race-paragraph: Hurdle Race, a sweepstakes of 5 sovs each, h.ft., with 100 added. About two miles. Red Gauntlet and Blunders ran a dead heat.: [566, 367, 731, 396]
paragraph: The Chairman proposed that the secretary write to the Education office, pointing out the difficulties of the case, and stating that the Board are preparing a report which will give most of the information required. All the work required could not be done by the 31st March, and would cost probably £100. The proposal was unanimously agreed to.: [202, 506, 367, 575]
paragraph: I was that sorry for the lad I could hardly keep from crying.: [748, 1690, 913, 1709]
section-divider: [566, 275, 731, 278]
result-row: [566, 812, 731, 821]
horse-name: Sir Knight: [568, 812, 600, 821]
paragraph: Cr. Pratt seconded the amendment, which was carried.: [202, 38, 367, 57]
placing: 3: [725, 821, 729, 830]
placing: 3: [725, 532, 729, 541]
advertisements-heading: Advertisements.: [951, 1084, 1079, 1106]
paragraph: Cr. Ruddenklau, Jameson, Bickerton, and Bird also agreed with what had been stated in the memo. regarding the water-closet system. They were, however, opposed to taking any step at present with regard to the question of deep or surface drainage.: [384, 384, 549, 433]
paragraph: The Chairman read the engineer's report, of date 4th March, as follows:—: [384, 639, 549, 658]
paragraph: The business before the Council was the consideration of a new by-law for the regulation of the erection of buildings within the city.: [19, 755, 184, 784]
paragraph: Mr Dalglish moved—"That the action of the deputation, Messrs O'Callaghan, Murray, and Gebbie, as members of the Trust, in deciding on the point of junction of the railway with the Southbridge line at Lincoln is hereby approved and confirmed.": [566, 60, 731, 109]
result-row: [566, 523, 731, 532]
paragraph: "I will never forget that. I have it in your power to ease my heart, whatever comes of it.": [748, 1076, 913, 1095]
section-divider: [19, 447, 184, 450]
australian-paragraph: Australian Cup, a sweepstakes of 25 sovs each, 10 ft., with 300 added. Two miles and a quarter.: [566, 399, 731, 418]
city-council-heading: CITY COUNCIL.: [51, 684, 152, 698]
paragraph: A meeting of the Trust was held at Watson's Hotel, Lake Ellesmere on Thursday. Present—Messrs H. C. Latter (chairman), J. Gebbie, J. Dalglesh, Bertie A. P. O'Callaghan, Marshall, Murray, and Jeffs.: [384, 575, 549, 614]
ballin-brothers-advert: [930, 1111, 1100, 1249]
paragraph: The Mayor desired to point out that the only exemption on buildings in the outer area had reference to material only. They could be built of anything, but the same provisions as to payment of fees and giving notice to surveyor referred to them.: [19, 1757, 184, 1806]
grand-stand-paragraph: The Grand Stand Stakes, a sweepstakes of 10 sovs each, with 200 added. For three-year-olds and upwards. Weight for sex. The winner of any race of the value of 100 sovs to carry 5lb extra; if of 200 sovs, 7lb extra; if of 300 sovs, 10lb extra; if of 400 or over, 14lb extra. One mile and a half.: [566, 668, 731, 727]
results-table: [566, 803, 731, 830]
masthead: [14, 6, 1104, 34]
paragraph: The Chairman, Ellesmere and Forsyth Reclamation, and Akaroa Rail Trust.: [384, 661, 549, 680]
paragraph: Mr Jebbie thought that the question of cheapness had nothing to do with the matter.: [566, 38, 731, 57]
column-4: [560, 38, 736, 1604]
placing: 2: [725, 739, 729, 748]
paragraph: "It is kind of you, Mrs Doolan," says Dan, "to say you will miss me when I'm gone. But it's only adding another good turn to the many you've done me. Faith, if there was nothing else to grieve me, it would be hard to leave the old place where I was born, and where my father and mother are laid.": [748, 1236, 913, 1295]
paragraph: Obtaining Goods by False Pretences.—John McQuinn, charged on warrant from Christchurch with this offence, was remanded till to-morrow at Christchurch.: [19, 630, 184, 669]
paragraph: A letter from the Minister of Education was read, requesting the attention of the Board to the 2nd section of the Public Libraries Subsidies Act, 1877. It stated that the whole amount voted for subsidies to public libraries was £5000, and that of this amount £1068 17s is to be allocated to the Canterbury district, and distributed by the Board in accordance with the provisions of the Act, viz.:—1. That the requirements of the 2nd section of the Act shall be strictly complied with; and (2) that if the limits of the allocation under the provisions of the Education Act, 1877, an equitable distribution of the money shall be made by the Board; nevertheless amongst the public libraries within the provincial district, the managers of which shall comply with the provisions of the Libraries Subsidies Act. Should the Board undertake the distribution on these conditions, it was requested to forward a voucher for the amount named. The letter concluded by requesting the advisability of the Board including in its annual report information relative to public or school libraries within the district.: [202, 727, 367, 936]
